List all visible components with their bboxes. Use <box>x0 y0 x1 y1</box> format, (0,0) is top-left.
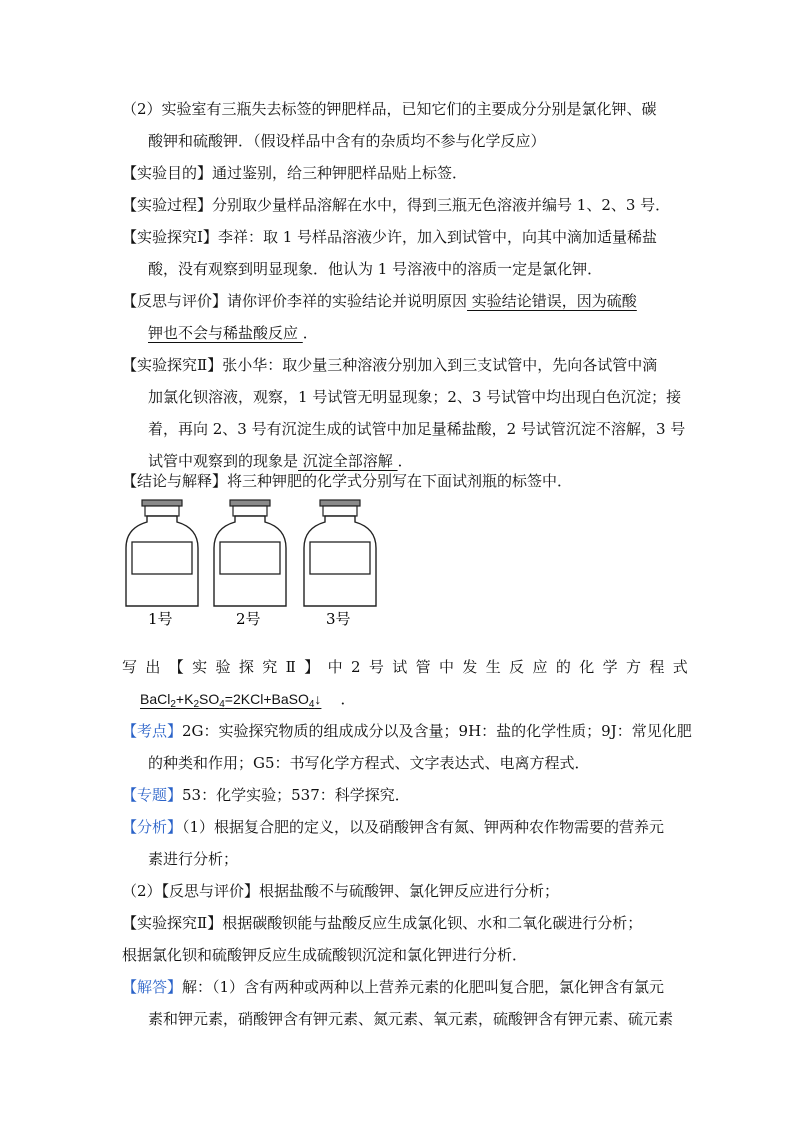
exp1-tag: 【实验探究Ⅰ】 <box>122 228 218 246</box>
write-equation-prompt <box>122 656 688 678</box>
fenxi-line-1 <box>122 816 664 838</box>
kaodian-line-1 <box>122 720 692 742</box>
bottle-1-icon <box>126 500 198 606</box>
exp2-end: ． <box>397 452 413 470</box>
eval-end: ． <box>302 324 318 342</box>
experiment-1-line-1 <box>122 226 657 248</box>
equation-end: ． <box>340 690 356 708</box>
jieda-line-2: 素和钾元素，硝酸钾含有钾元素、氮元素、氧元素，硫酸钾含有钾元素、硫元素 <box>148 1010 674 1028</box>
write-prompt-char: 管 <box>415 658 431 676</box>
bottle-2-number: 2号 <box>236 610 261 628</box>
bottle-3-icon <box>304 500 376 606</box>
write-prompt-char: 究 <box>262 658 278 676</box>
conclusion-tag: 【结论与解释】 <box>122 472 228 490</box>
eval-answer-part-1: 实验结论错误，因为硫酸 <box>467 292 637 310</box>
experiment-2-line-4 <box>148 450 413 472</box>
experiment-aim <box>122 162 467 184</box>
write-prompt-char: 的 <box>555 658 571 676</box>
bottle-3-number: 3号 <box>326 610 351 628</box>
zhuanti-text: 53：化学实验；537：科学探究． <box>182 786 410 804</box>
write-prompt-char: 试 <box>392 658 408 676</box>
write-prompt-char: 写 <box>122 658 138 676</box>
experiment-1-line-2: 酸，没有观察到明显现象．他认为 1 号溶液中的溶质一定是氯化钾． <box>148 260 603 278</box>
bottle-2-icon <box>214 500 286 606</box>
write-prompt-char: 2 <box>350 658 361 676</box>
bottle-2-label-box <box>220 542 280 574</box>
fenxi-line-4: 【实验探究Ⅱ】根据碳酸钡能与盐酸反应生成氯化钡、水和二氧化碳进行分析； <box>122 914 643 932</box>
write-prompt-char: 中 <box>327 658 343 676</box>
fenxi-line-3: （2）【反思与评价】根据盐酸不与硫酸钾、氯化钾反应进行分析； <box>122 882 560 900</box>
write-prompt-char: 验 <box>215 658 231 676</box>
aim-tag: 【实验目的】 <box>122 164 213 182</box>
write-prompt-char: 应 <box>532 658 548 676</box>
eval-answer-part-2: 钾也不会与稀盐酸反应 <box>148 324 303 342</box>
conclusion-line <box>122 470 572 492</box>
evaluation-line-2 <box>148 322 318 344</box>
equation-answer: $BaCl_2+K_2SO_4=2KCl+BaSO_4↓$ <box>140 691 322 710</box>
write-prompt-char: 【 <box>168 658 184 676</box>
write-prompt-char: 探 <box>238 658 254 676</box>
exp2-tag: 【实验探究Ⅱ】 <box>122 356 223 374</box>
fenxi-tag: 【分析】 <box>122 818 183 836</box>
exp1-text-1: 李祥：取 1 号样品溶液少许，加入到试管中，向其中滴加适量稀盐 <box>217 228 658 246</box>
aim-text: 通过鉴别，给三种钾肥样品贴上标签． <box>212 164 468 182</box>
exp2-text-4: 试管中观察到的现象是 <box>148 452 299 470</box>
eval-text: 请你评价李祥的实验结论并说明原因 <box>227 292 468 310</box>
fenxi-line-5: 根据氯化钡和硫酸钾反应生成硫酸钡沉淀和氯化钾进行分析． <box>122 946 528 964</box>
question-intro-line-1: （2）实验室有三瓶失去标签的钾肥样品，已知它们的主要成分分别是氯化钾、碳 <box>122 100 657 118</box>
write-prompt-char: 发 <box>462 658 478 676</box>
process-tag: 【实验过程】 <box>122 196 213 214</box>
write-prompt-char: 方 <box>625 658 641 676</box>
experiment-process <box>122 194 670 216</box>
zhuanti-line <box>122 784 410 806</box>
write-prompt-char: 生 <box>485 658 501 676</box>
reagent-bottles-figure <box>110 496 380 636</box>
bottle-1-label-box <box>132 542 192 574</box>
eval-tag: 【反思与评价】 <box>122 292 228 310</box>
jieda-line-1 <box>122 976 664 998</box>
write-prompt-char: 式 <box>672 658 688 676</box>
jieda-tag: 【解答】 <box>122 978 183 996</box>
kaodian-text-1: 2G：实验探究物质的组成成分以及含量；9H：盐的化学性质；9J：常见化肥 <box>182 722 692 740</box>
kaodian-line-2: 的种类和作用；G5：书写化学方程式、文字表达式、电离方程式． <box>148 754 590 772</box>
conclusion-text: 将三种钾肥的化学式分别写在下面试剂瓶的标签中． <box>227 472 573 490</box>
exp2-text-1: 张小华：取少量三种溶液分别加入到三支试管中，先向各试管中滴 <box>222 356 658 374</box>
bottle-3-label-box <box>310 542 370 574</box>
write-prompt-char: 实 <box>192 658 208 676</box>
fenxi-text-1: （1）根据复合肥的定义，以及硝酸钾含有氮、钾两种农作物需要的营养元 <box>182 818 665 836</box>
write-prompt-char: 反 <box>509 658 525 676</box>
experiment-2-line-1 <box>122 354 657 376</box>
write-prompt-char: 化 <box>579 658 595 676</box>
write-prompt-char: 程 <box>649 658 665 676</box>
experiment-2-line-3: 着，再向 2、3 号有沉淀生成的试管中加足量稀盐酸，2 号试管沉淀不溶解，3 号 <box>148 420 686 438</box>
exp2-answer: 沉淀全部溶解 <box>298 452 398 470</box>
write-prompt-char: 出 <box>145 658 161 676</box>
jieda-text-1: 解：（1）含有两种或两种以上营养元素的化肥叫复合肥，氯化钾含有氯元 <box>182 978 665 996</box>
write-prompt-char: 号 <box>368 658 384 676</box>
fenxi-line-2: 素进行分析； <box>148 850 239 868</box>
write-prompt-char: 学 <box>602 658 618 676</box>
evaluation-line-1 <box>122 290 637 312</box>
write-prompt-char: 中 <box>438 658 454 676</box>
write-prompt-char: 】 <box>304 658 320 676</box>
equation-line <box>140 688 356 710</box>
question-intro-line-2: 酸钾和硫酸钾．（假设样品中含有的杂质均不参与化学反应） <box>148 132 546 150</box>
write-prompt-char: Ⅱ <box>285 658 296 676</box>
process-text: 分别取少量样品溶解在水中，得到三瓶无色溶液并编号 1、2、3 号． <box>212 196 671 214</box>
kaodian-tag: 【考点】 <box>122 722 183 740</box>
zhuanti-tag: 【专题】 <box>122 786 183 804</box>
experiment-2-line-2: 加氯化钡溶液，观察，1 号试管无明显现象；2、3 号试管中均出现白色沉淀；接 <box>148 388 682 406</box>
bottle-1-number: 1号 <box>148 610 173 628</box>
